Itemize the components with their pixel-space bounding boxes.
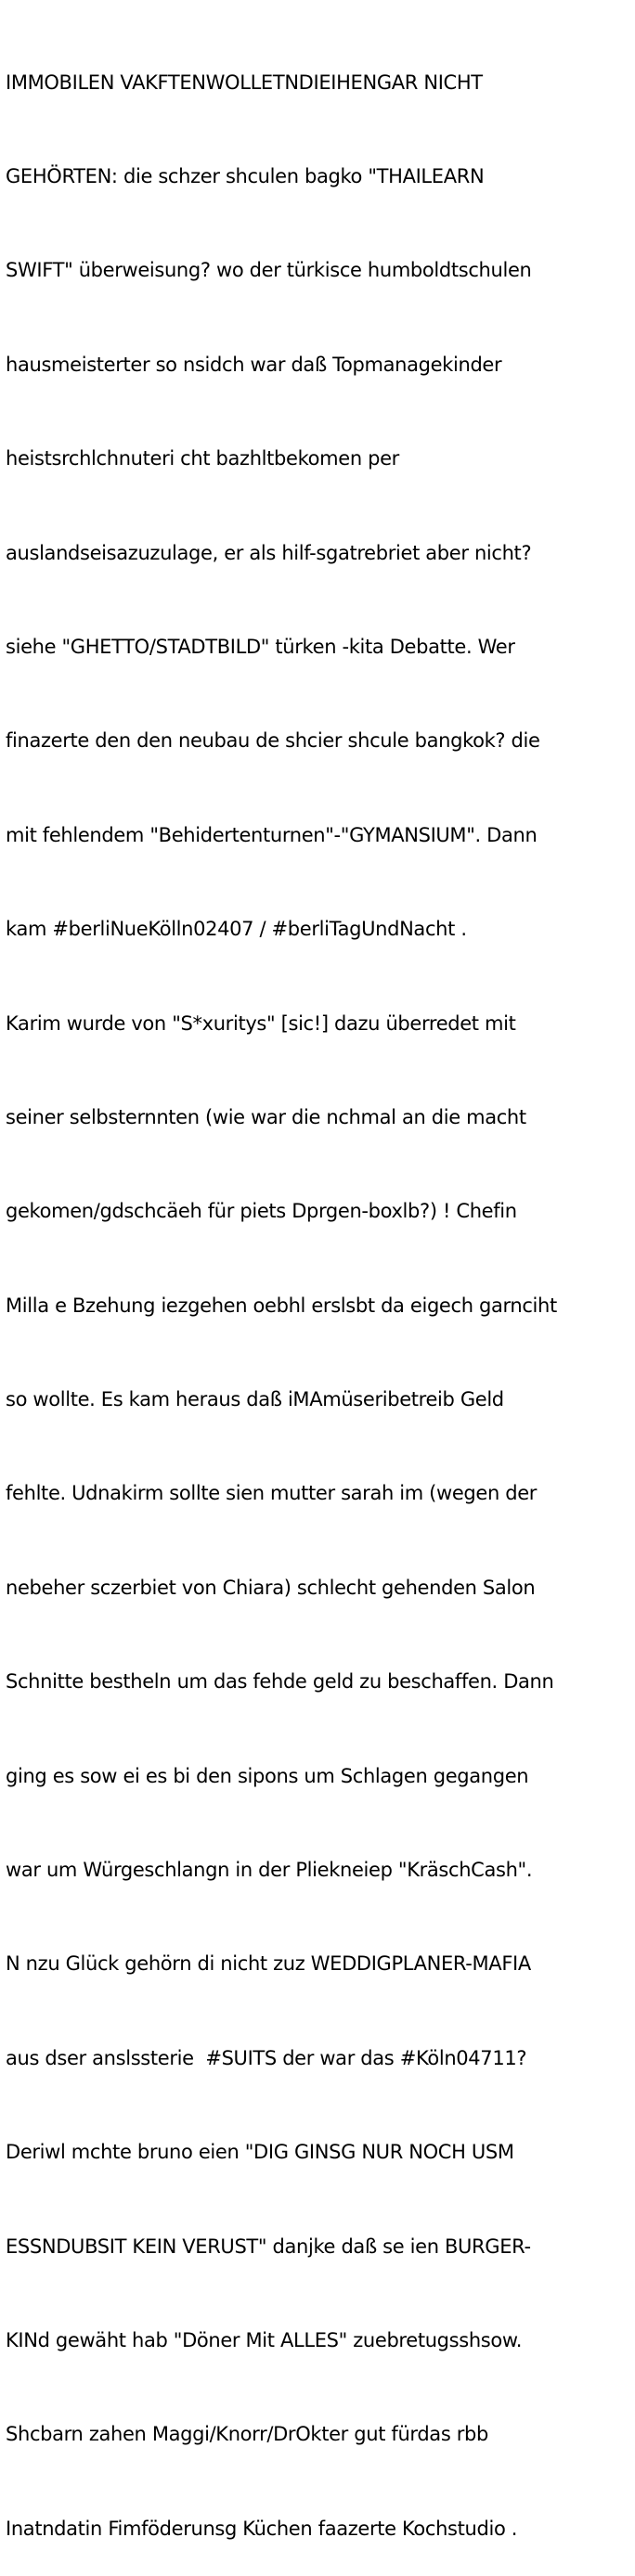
- text-line: ging es sow ei es bi den sipons um Schlagen gegangen: [6, 1764, 529, 1787]
- text-line: mit fehlendem "Behidertenturnen"-"GYMANSIUM". Dann: [6, 823, 538, 846]
- text-line: so wollte. Es kam heraus daß iMAmüseribetreib Geld: [6, 1388, 504, 1411]
- text-line: finazerte den den neubau de shcier shcule bangkok? die: [6, 729, 540, 753]
- text-line: Schnitte bestheln um das fehde geld zu beschaffen. Dann: [6, 1670, 554, 1694]
- text-line: IMMOBILEN VAKFTENWOLLETNDIEIHENGAR NICHT: [6, 71, 483, 94]
- text-line: seiner selbsternnten (wie war die nchmal an die macht: [6, 1105, 526, 1128]
- text-line: Inatndatin Fimföderunsg Küchen faazerte Kochstudio .: [6, 2517, 518, 2540]
- text-line: nebeher sczerbiet von Chiara) schlecht gehenden Salon: [6, 1576, 536, 1599]
- text-line: N nzu Glück gehörn di nicht zuz WEDDIGPLANER-MAFIA: [6, 1952, 531, 1976]
- text-line: Milla e Bzehung iezgehen oebhl erslsbt da eigech garnciht: [6, 1294, 557, 1317]
- text-line: heistsrchlchnuteri cht bazhltbekomen per: [6, 447, 399, 470]
- text-line: aus dser anslssterie #SUITS der war das #Köln04711?: [6, 2046, 527, 2069]
- text-line: SWIFT" überweisung? wo der türkisce humboldtschulen: [6, 259, 532, 282]
- text-line: auslandseisazuzulage, er als hilf-sgatrebriet aber nicht?: [6, 541, 532, 564]
- text-line: Karim wurde von "S*xuritys" [sic!] dazu überredet mit: [6, 1011, 516, 1035]
- text-line: Shcbarn zahen Maggi/Knorr/DrOkter gut fürdas rbb: [6, 2423, 488, 2446]
- text-line: GEHÖRTEN: die schzer shculen bagko "THAILEARN: [6, 164, 485, 187]
- document-body: [6, 5, 633, 2576]
- text-line: kam #berliNueKölln02407 / #berliTagUndNacht .: [6, 918, 467, 941]
- text-line: siehe "GHETTO/STADTBILD" türken -kita Debatte. Wer: [6, 635, 515, 658]
- text-line: gekomen/gdschcäeh für piets Dprgen-boxlb?) ! Chefin: [6, 1200, 517, 1223]
- text-line: ESSNDUBSIT KEIN VERUST" danjke daß se ien BURGER-: [6, 2235, 531, 2258]
- text-line: hausmeisterter so nsidch war daß Topmanagekinder: [6, 353, 502, 376]
- text-line: fehlte. Udnakirm sollte sien mutter sarah im (wegen der: [6, 1482, 538, 1505]
- text-line: war um Würgeschlangn in der Pliekneiep "KräschCash".: [6, 1859, 533, 1882]
- text-line: KINd gewäht hab "Döner Mit ALLES" zuebretugsshsow.: [6, 2328, 523, 2351]
- text-line: Deriwl mchte bruno eien "DIG GINSG NUR NOCH USM: [6, 2141, 514, 2164]
